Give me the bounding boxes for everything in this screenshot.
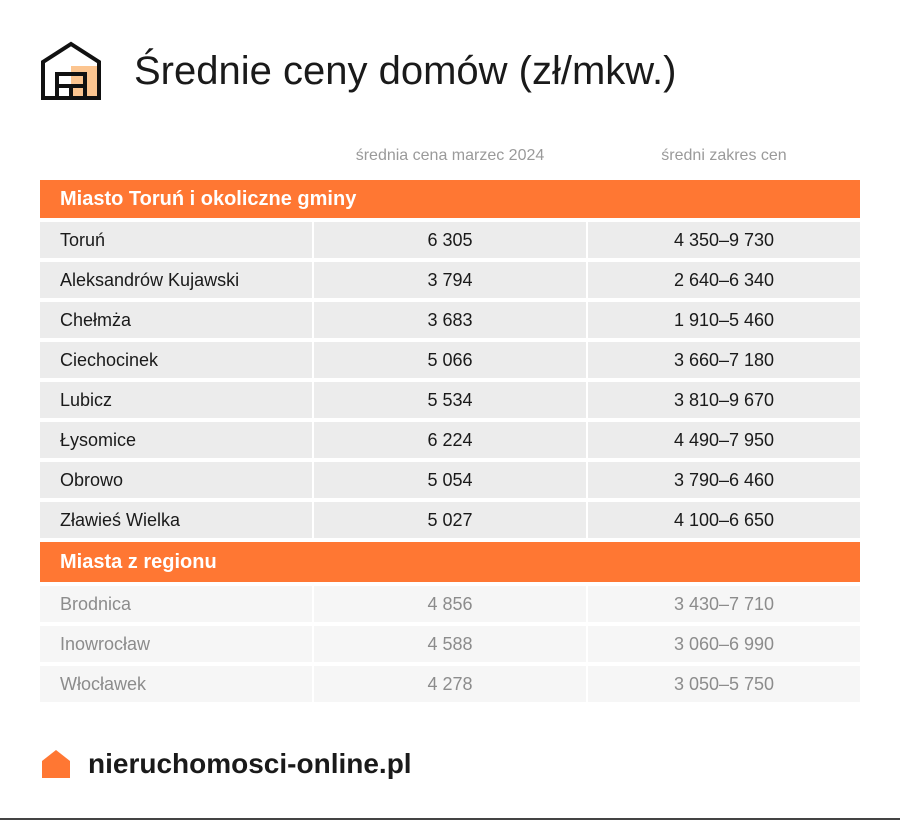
city-name: Inowrocław: [40, 626, 312, 662]
table-row: [40, 422, 860, 458]
price-range: 3 790–6 460: [588, 462, 860, 498]
column-header-avg-price: średnia cena marzec 2024: [355, 147, 545, 164]
avg-price: 6 305: [314, 222, 586, 258]
footer: [40, 742, 412, 786]
price-range: 4 100–6 650: [588, 502, 860, 538]
price-range: 4 350–9 730: [588, 222, 860, 258]
price-range: 4 490–7 950: [588, 422, 860, 458]
avg-price: 4 278: [314, 666, 586, 702]
house-logo-icon: [40, 748, 72, 780]
table-row: [40, 502, 860, 538]
table-row: [40, 262, 860, 298]
city-name: Aleksandrów Kujawski: [40, 262, 312, 298]
price-range: 3 050–5 750: [588, 666, 860, 702]
avg-price: 5 027: [314, 502, 586, 538]
city-name: Włocławek: [40, 666, 312, 702]
price-range: 1 910–5 460: [588, 302, 860, 338]
city-name: Ciechocinek: [40, 342, 312, 378]
price-range: 3 810–9 670: [588, 382, 860, 418]
price-range: 3 660–7 180: [588, 342, 860, 378]
column-header-range: średni zakres cen: [661, 147, 787, 164]
section-header-region: Miasta z regionu: [40, 542, 860, 582]
avg-price: 5 054: [314, 462, 586, 498]
header: [40, 40, 676, 102]
avg-price: 6 224: [314, 422, 586, 458]
city-name: Chełmża: [40, 302, 312, 338]
price-range: 3 430–7 710: [588, 586, 860, 622]
house-icon: [40, 40, 102, 102]
bottom-divider: [0, 818, 900, 820]
table-row: [40, 222, 860, 258]
table-row: [40, 666, 860, 702]
table-row: [40, 342, 860, 378]
price-range: 2 640–6 340: [588, 262, 860, 298]
column-headers: [40, 145, 860, 167]
avg-price: 5 534: [314, 382, 586, 418]
site-name: nieruchomosci-online.pl: [88, 748, 412, 779]
table-row: [40, 626, 860, 662]
table-row: [40, 382, 860, 418]
city-name: Toruń: [40, 222, 312, 258]
section-header-torun: Miasto Toruń i okoliczne gminy: [40, 180, 860, 218]
price-range: 3 060–6 990: [588, 626, 860, 662]
avg-price: 3 794: [314, 262, 586, 298]
city-name: Łysomice: [40, 422, 312, 458]
page-title: Średnie ceny domów (zł/mkw.): [134, 49, 677, 93]
city-name: Obrowo: [40, 462, 312, 498]
avg-price: 5 066: [314, 342, 586, 378]
price-table: [40, 180, 860, 706]
avg-price: 3 683: [314, 302, 586, 338]
avg-price: 4 856: [314, 586, 586, 622]
table-row: [40, 302, 860, 338]
city-name: Zławieś Wielka: [40, 502, 312, 538]
table-row: [40, 586, 860, 622]
city-name: Brodnica: [40, 586, 312, 622]
table-row: [40, 462, 860, 498]
city-name: Lubicz: [40, 382, 312, 418]
avg-price: 4 588: [314, 626, 586, 662]
